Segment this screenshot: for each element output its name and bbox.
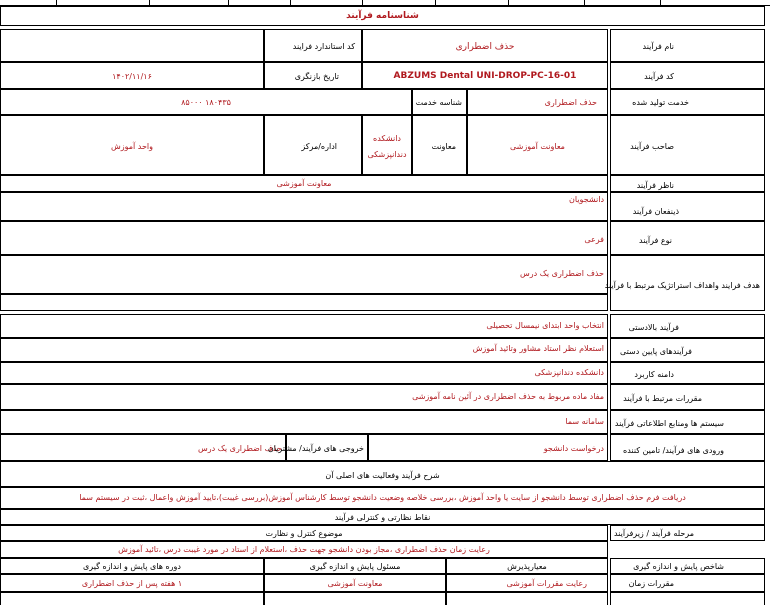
inputs-label-cell [610,434,765,461]
upstream-label-cell [610,314,765,338]
review-date-value-cell [0,62,264,89]
owner-unit-cell [0,115,264,175]
info-systems-label: سیستم ها ومنابع اطلاعاتی فرآیند [614,419,724,428]
process-name-value: حذف اضطراری [455,42,515,52]
upstream-value: انتخاب واحد ابتدای نیمسال تحصیلی [486,321,604,330]
time-rules-label: مقررات زمان [628,579,674,588]
owner-deputy-cell [467,115,608,175]
owner-school-cell [362,115,412,175]
service-id-label-cell [412,89,467,115]
stage-label: مرحله فرآیند / زیرفرآیند [613,529,694,538]
goals-value: حذف اضطراری یک درس [520,269,604,278]
service-label-cell [610,89,765,115]
beneficiaries-label-cell [610,192,765,221]
deputy-label: معاونت [431,142,456,151]
control-topic-label-cell [0,525,608,541]
info-systems-label-cell [610,410,765,434]
standard-code-label-cell [264,29,362,62]
period-value: ۱ هفته پس از حذف اضطراری [81,579,183,588]
period-value-cell [0,574,264,592]
goals-value-cell [0,255,608,294]
scope-label: دامنه کاربرد [634,370,674,379]
scope-value: دانشکده دندانپزشکی [534,368,604,377]
bottom-stub [0,592,264,605]
stage-label-cell [610,525,765,541]
scope-label-cell [610,362,765,384]
dept-label-cell [264,115,362,175]
owner-school-value: دانشکده دندانپزشکی [367,134,407,159]
beneficiaries-value-cell [0,192,608,221]
supervisor-label-cell [610,175,765,192]
info-systems-value: سامانه سما [565,417,604,426]
regulations-value-cell [0,384,608,410]
goals-label: هدف فرایند واهداف استراتژیک مرتبط با فرآیند [604,281,760,290]
control-topic-value: رعایت زمان حذف اضطراری ،مجاز بودن دانشجو جهت حذف ،استعلام از استاد در مورد غیبت درس ،تائید آموزش [118,545,490,554]
dept-label: اداره/مرکز [301,142,337,151]
type-value-cell [0,221,608,255]
process-name-label-cell [610,29,765,62]
service-id-value-cell [0,89,412,115]
service-label: خدمت تولید شده [632,98,689,107]
upstream-label: فرآیند بالادستی [628,323,679,332]
supervisor-value-cell [0,175,608,192]
criterion-label-cell [446,558,608,574]
process-code-value: ABZUMS Dental UNI-DROP-PC-16-01 [393,71,577,81]
standard-code-label: کد استاندارد فرایند [292,42,355,51]
downstream-label: فرآیندهای پایین دستی [619,347,692,356]
inputs-label: ورودی های فرآیند/ تامین کننده [623,446,724,455]
control-topic-value-cell [0,541,608,558]
page-title: شناسنامه فرآیند [346,11,419,21]
control-points-header: نقاط نظارتی و کنترلی فرآیند [334,513,431,522]
time-rules-label-cell [610,574,765,592]
goals-label-cell [604,255,765,311]
outputs-value-cell [0,434,286,461]
control-topic-label: موضوع کنترل و نظارت [265,529,343,538]
criterion-label: معیارپذیرش [507,562,547,571]
responsible-value-cell [264,574,446,592]
downstream-value-cell [0,338,608,362]
responsible-value: معاونت آموزشی [327,579,383,588]
outputs-label-cell [267,434,368,461]
outputs-value: حذف اضطراری یک درس [198,444,282,453]
title-cell [0,6,765,26]
period-label: دوره های پایش و اندازه گیری [83,562,181,571]
responsible-label-cell [264,558,446,574]
process-name-label: نام فرآیند [642,42,674,51]
process-code-value-cell [362,62,608,89]
supervisor-label: ناظر فرآیند [636,181,674,190]
bottom-stub [610,592,765,605]
owner-unit-value: واحد آموزش [110,142,154,151]
description-header: شرح فرآیند وفعالیت های اصلی آن [325,471,440,480]
owner-deputy-value: معاونت آموزشی [510,142,565,151]
description-cell [0,487,765,509]
regulations-label: مقررات مرتبط با فرآیند [623,394,702,403]
control-points-cell [0,509,765,525]
owner-label: صاحب فرآیند [630,142,674,151]
scope-value-cell [0,362,608,384]
owner-label-cell [610,115,765,175]
service-id-value: ۱۸۰۴۳۵ ۸۵۰۰۰ [181,98,231,107]
process-code-label: کد فرآیند [644,72,674,81]
type-label-cell [610,221,765,255]
measure-index-label-cell [610,558,765,574]
bottom-stub [446,592,608,605]
inputs-value-cell [368,434,608,461]
responsible-label: مسئول پایش و اندازه گیری [309,562,401,571]
review-date-value: ۱۴۰۲/۱۱/۱۶ [112,72,152,81]
upstream-value-cell [0,314,608,338]
description-value: دریافت فرم حذف اضطراری توسط دانشجو از سایت یا واحد آموزش ،بررسی خلاصه وضعیت دانشجو توسط کارشناس آموزش(بررسی غیبت)،تایید آموزش واعمال ،ثبت در سیستم سما [79,493,686,502]
type-label: نوع فرآیند [639,236,672,245]
supervisor-value: معاونت آموزشی [276,179,332,188]
regulations-value: مفاد ماده مربوط به حذف اضطراری در آئین نامه آموزشی [412,392,604,401]
review-date-label: تاریخ بازنگری [294,72,339,81]
process-code-label-cell [610,62,765,89]
goals-blank-cell [0,294,608,311]
outputs-label: خروجی های فرآیند/ مشتریان [267,444,364,453]
process-name-value-cell [362,29,608,62]
downstream-label-cell [610,338,765,362]
beneficiaries-value: دانشجویان [569,195,604,204]
period-label-cell [0,558,264,574]
regulations-label-cell [610,384,765,410]
service-value-cell [467,89,608,115]
beneficiaries-label: ذینفعان فرآیند [632,207,679,216]
review-date-label-cell [264,62,362,89]
inputs-value: درخواست دانشجو [543,444,604,453]
type-value: فرعی [584,235,604,244]
blank-cell [0,29,264,62]
measure-index-label: شاخص پایش و اندازه گیری [633,562,724,571]
time-rules-value-cell [446,574,608,592]
bottom-stub [264,592,446,605]
time-rules-value: رعایت مقررات آموزشی [506,579,587,588]
description-header-cell [0,461,765,487]
deputy-label-cell [412,115,467,175]
service-id-label: شناسه خدمت [415,98,462,107]
downstream-value: استعلام نظر استاد مشاور وتائید آموزش [472,344,604,353]
service-value: حذف اضطراری [544,98,597,107]
info-systems-value-cell [0,410,608,434]
